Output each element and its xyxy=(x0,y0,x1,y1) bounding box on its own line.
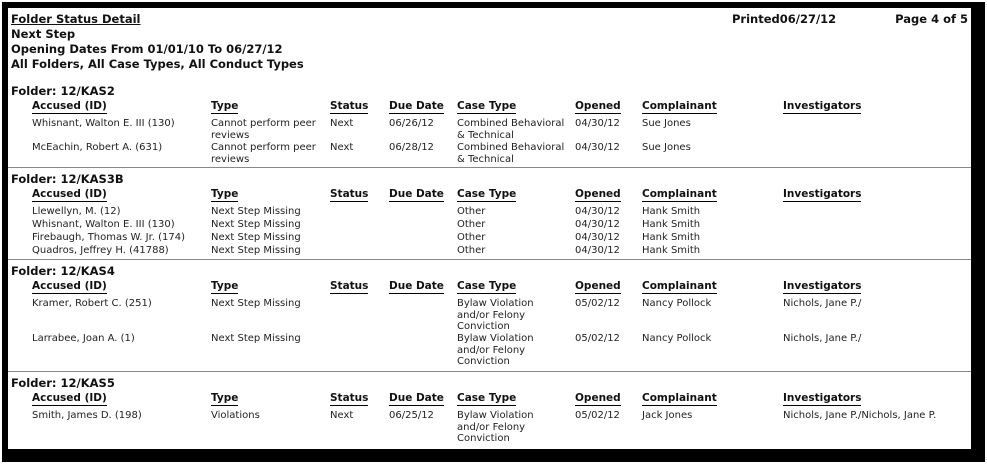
cell-accused: Whisnant, Walton E. III (130) xyxy=(32,219,175,230)
col-complainant: Complainant xyxy=(642,392,717,404)
cell-complainant: Hank Smith xyxy=(642,232,701,243)
col-due-date: Due Date xyxy=(389,100,444,112)
cell-investigators: Nichols, Jane P./ xyxy=(783,298,862,309)
cell-case-type: Bylaw Violation and/or Felony Conviction xyxy=(457,333,534,367)
cell-complainant: Nancy Pollock xyxy=(642,333,712,344)
cell-opened: 04/30/12 xyxy=(575,118,620,129)
cell-due-date: 06/25/12 xyxy=(389,410,434,421)
filter-summary: All Folders, All Case Types, All Conduct Types xyxy=(11,57,304,71)
cell-accused: McEachin, Robert A. (631) xyxy=(32,142,163,153)
cell-opened: 04/30/12 xyxy=(575,219,620,230)
cell-status: Next xyxy=(330,410,354,421)
report-page xyxy=(8,8,971,449)
col-accused: Accused (ID) xyxy=(32,280,107,292)
folder-section xyxy=(8,167,971,260)
report-subtitle: Next Step xyxy=(11,27,76,41)
col-type: Type xyxy=(211,100,239,112)
col-status: Status xyxy=(330,100,369,112)
cell-type: Cannot perform peer reviews xyxy=(211,118,316,141)
col-case-type: Case Type xyxy=(457,280,517,292)
col-opened: Opened xyxy=(575,392,621,404)
col-status: Status xyxy=(330,280,369,292)
col-due-date: Due Date xyxy=(389,280,444,292)
cell-complainant: Nancy Pollock xyxy=(642,298,712,309)
col-complainant: Complainant xyxy=(642,188,717,200)
cell-status: Next xyxy=(330,118,354,129)
cell-case-type: Other xyxy=(457,219,486,230)
col-type: Type xyxy=(211,280,239,292)
cell-case-type: Bylaw Violation and/or Felony Conviction xyxy=(457,410,534,444)
folder-title: Folder: 12/KAS5 xyxy=(11,376,115,390)
folder-section xyxy=(8,259,971,372)
folder-section xyxy=(8,84,971,166)
cell-type: Next Step Missing xyxy=(211,298,301,309)
cell-accused: Larrabee, Joan A. (1) xyxy=(32,333,135,344)
folder-title: Folder: 12/KAS3B xyxy=(11,172,124,186)
cell-accused: Kramer, Robert C. (251) xyxy=(32,298,152,309)
cell-type: Next Step Missing xyxy=(211,219,301,230)
col-accused: Accused (ID) xyxy=(32,188,107,200)
folder-title: Folder: 12/KAS2 xyxy=(11,84,115,98)
cell-accused: Whisnant, Walton E. III (130) xyxy=(32,118,175,129)
cell-investigators: Nichols, Jane P./Nichols, Jane P. xyxy=(783,410,937,421)
cell-type: Violations xyxy=(211,410,260,421)
col-opened: Opened xyxy=(575,188,621,200)
col-case-type: Case Type xyxy=(457,188,517,200)
cell-case-type: Other xyxy=(457,245,486,256)
cell-complainant: Sue Jones xyxy=(642,118,691,129)
col-opened: Opened xyxy=(575,280,621,292)
cell-complainant: Hank Smith xyxy=(642,219,701,230)
col-type: Type xyxy=(211,392,239,404)
col-investigators: Investigators xyxy=(783,100,862,112)
cell-type: Next Step Missing xyxy=(211,245,301,256)
cell-opened: 05/02/12 xyxy=(575,410,620,421)
cell-opened: 04/30/12 xyxy=(575,206,620,217)
cell-case-type: Other xyxy=(457,232,486,243)
date-range: Opening Dates From 01/01/10 To 06/27/12 xyxy=(11,42,283,56)
col-status: Status xyxy=(330,188,369,200)
cell-investigators: Nichols, Jane P./ xyxy=(783,333,862,344)
col-case-type: Case Type xyxy=(457,100,517,112)
cell-accused: Llewellyn, M. (12) xyxy=(32,206,121,217)
cell-type: Next Step Missing xyxy=(211,232,301,243)
cell-due-date: 06/26/12 xyxy=(389,118,434,129)
cell-opened: 04/30/12 xyxy=(575,245,620,256)
col-investigators: Investigators xyxy=(783,188,862,200)
cell-type: Next Step Missing xyxy=(211,333,301,344)
col-case-type: Case Type xyxy=(457,392,517,404)
col-complainant: Complainant xyxy=(642,100,717,112)
cell-complainant: Jack Jones xyxy=(642,410,693,421)
folder-title: Folder: 12/KAS4 xyxy=(11,264,115,278)
cell-accused: Firebaugh, Thomas W. Jr. (174) xyxy=(32,232,186,243)
col-status: Status xyxy=(330,392,369,404)
col-investigators: Investigators xyxy=(783,280,862,292)
cell-accused: Smith, James D. (198) xyxy=(32,410,142,421)
cell-case-type: Combined Behavioral & Technical xyxy=(457,118,565,141)
cell-opened: 04/30/12 xyxy=(575,232,620,243)
cell-type: Next Step Missing xyxy=(211,206,301,217)
col-investigators: Investigators xyxy=(783,392,862,404)
cell-complainant: Hank Smith xyxy=(642,206,701,217)
report-header xyxy=(11,12,304,72)
col-accused: Accused (ID) xyxy=(32,392,107,404)
col-accused: Accused (ID) xyxy=(32,100,107,112)
col-type: Type xyxy=(211,188,239,200)
col-opened: Opened xyxy=(575,100,621,112)
cell-due-date: 06/28/12 xyxy=(389,142,434,153)
cell-accused: Quadros, Jeffrey H. (41788) xyxy=(32,245,169,256)
cell-opened: 05/02/12 xyxy=(575,333,620,344)
cell-opened: 04/30/12 xyxy=(575,142,620,153)
cell-complainant: Hank Smith xyxy=(642,245,701,256)
cell-type: Cannot perform peer reviews xyxy=(211,142,316,165)
cell-case-type: Combined Behavioral & Technical xyxy=(457,142,565,165)
cell-case-type: Other xyxy=(457,206,486,217)
window-frame xyxy=(2,2,985,462)
page-number: Page 4 of 5 xyxy=(895,12,968,26)
col-due-date: Due Date xyxy=(389,188,444,200)
report-title: Folder Status Detail xyxy=(11,12,141,26)
printed-date: Printed06/27/12 xyxy=(732,12,837,26)
cell-opened: 05/02/12 xyxy=(575,298,620,309)
cell-case-type: Bylaw Violation and/or Felony Conviction xyxy=(457,298,534,332)
folder-section xyxy=(8,371,971,449)
cell-status: Next xyxy=(330,142,354,153)
col-complainant: Complainant xyxy=(642,280,717,292)
col-due-date: Due Date xyxy=(389,392,444,404)
cell-complainant: Sue Jones xyxy=(642,142,691,153)
